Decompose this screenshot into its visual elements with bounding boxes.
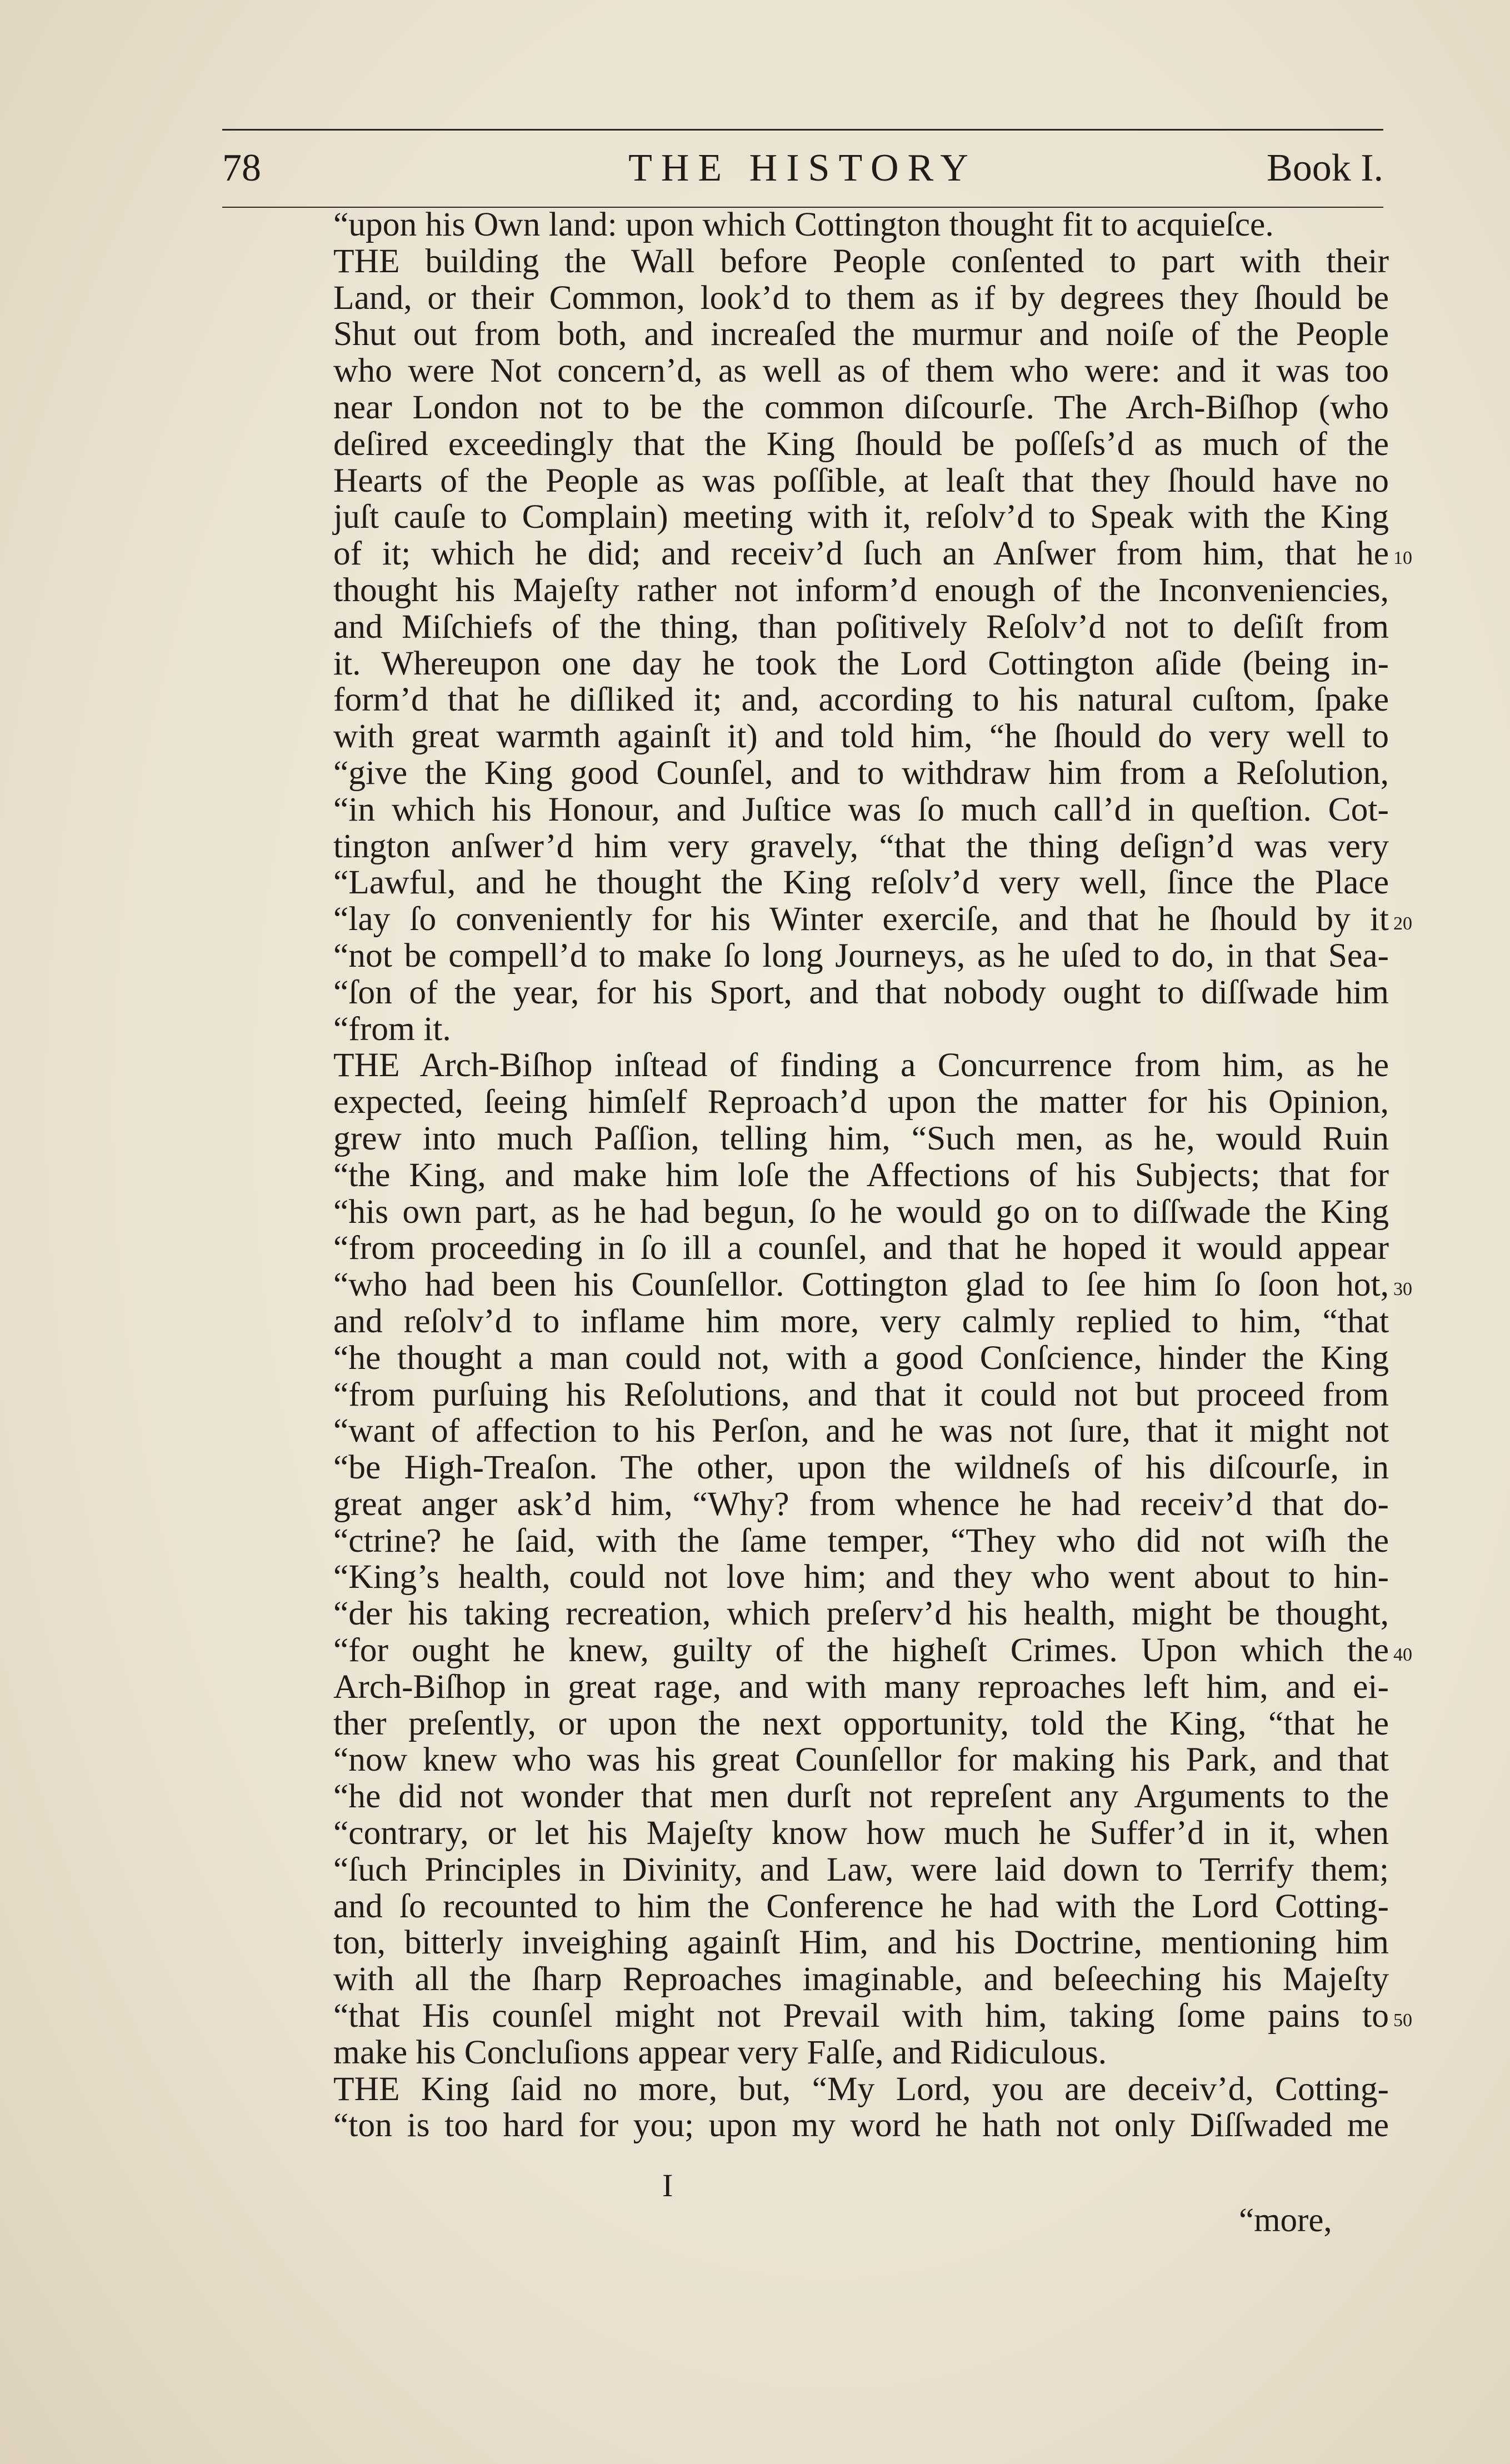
text-line: “he thought a man could not, with a good Conſcience, hinder the King: [333, 1338, 1389, 1377]
text-line: “who had been his Counſellor. Cottington glad to ſee him ſo ſoon hot,: [333, 1266, 1389, 1304]
text-line: tington anſwer’d him very gravely, “that the thing deſign’d was very: [333, 827, 1389, 865]
margin-line-number: 20: [1393, 913, 1412, 934]
text-line: expected, ſeeing himſelf Reproach’d upon the matter for his Opinion,: [333, 1083, 1389, 1121]
text-line: “from purſuing his Reſolutions, and that it could not but proceed from: [333, 1375, 1389, 1413]
margin-line-number: 50: [1393, 2010, 1412, 2031]
text-line: “lay ſo conveniently for his Winter exerciſe, and that he ſhould by it: [333, 900, 1389, 938]
text-line: deſired exceedingly that the King ſhould be poſſeſs’d as much of the: [333, 424, 1389, 463]
text-line: make his Concluſions appear very Falſe, and Ridiculous.: [333, 2033, 1107, 2071]
margin-line-number: 30: [1393, 1279, 1412, 1300]
text-line: Arch-Biſhop in great rage, and with many reproaches left him, and ei-: [333, 1667, 1389, 1706]
text-line: and Miſchiefs of the thing, than poſitively Reſolv’d not to deſiſt from: [333, 607, 1389, 646]
text-line: “the King, and make him loſe the Affections of his Subjects; that for: [333, 1156, 1389, 1194]
text-line: “his own part, as he had begun, ſo he would go on to diſſwade the King: [333, 1192, 1389, 1231]
text-line: “give the King good Counſel, and to withdraw him from a Reſolution,: [333, 753, 1389, 792]
text-line: thought his Majeſty rather not inform’d enough of the Inconveniencies,: [333, 571, 1389, 609]
body-text: [333, 207, 1389, 2144]
book-label: Book I.: [1267, 147, 1383, 189]
text-line: ton, bitterly inveighing againſt Him, and his Doctrine, mentioning him: [333, 1923, 1389, 1962]
running-title: THE HISTORY: [628, 147, 977, 189]
text-line: THE building the Wall before People conſented to part with their: [333, 242, 1389, 280]
text-line: and ſo recounted to him the Conference he had with the Lord Cotting-: [333, 1887, 1389, 1925]
text-line: “ſuch Principles in Divinity, and Law, were laid down to Terrify them;: [333, 1850, 1389, 1888]
text-line: “contrary, or let his Majeſty know how much he Suffer’d in it, when: [333, 1814, 1389, 1852]
text-line: great anger ask’d him, “Why? from whence he had receiv’d that do-: [333, 1485, 1389, 1523]
text-line: near London not to be the common diſcourſe. The Arch-Biſhop (who: [333, 388, 1389, 426]
running-header: [222, 132, 1383, 204]
text-line: “ton is too hard for you; upon my word he hath not only Diſſwaded me: [333, 2106, 1389, 2145]
header-rule-top: [222, 129, 1383, 131]
text-line: “not be compell’d to make ſo long Journeys, as he uſed to do, in that Sea-: [333, 936, 1389, 974]
text-line: THE Arch-Biſhop inſtead of finding a Concurrence from him, as he: [333, 1046, 1389, 1084]
page-number: 78: [222, 147, 261, 189]
text-line: “now knew who was his great Counſellor for making his Park, and that: [333, 1741, 1389, 1779]
text-line: juſt cauſe to Complain) meeting with it, reſolv’d to Speak with the King: [333, 498, 1389, 536]
text-line: “Lawful, and he thought the King reſolv’d very well, ſince the Place: [333, 863, 1389, 902]
text-line: form’d that he diſliked it; and, according to his natural cuſtom, ſpake: [333, 681, 1389, 719]
margin-line-number: 10: [1393, 548, 1412, 569]
text-line: “he did not wonder that men durſt not repreſent any Arguments to the: [333, 1777, 1389, 1816]
text-line: with great warmth againſt it) and told him, “he ſhould do very well to: [333, 717, 1389, 756]
text-line: “ctrine? he ſaid, with the ſame temper, “They who did not wiſh the: [333, 1521, 1389, 1560]
catchword: “more,: [1239, 2202, 1332, 2239]
text-line: Hearts of the People as was poſſible, at leaſt that they ſhould have no: [333, 461, 1389, 499]
margin-line-number: 40: [1393, 1645, 1412, 1666]
text-line: THE King ſaid no more, but, “My Lord, you are deceiv’d, Cotting-: [333, 2070, 1389, 2108]
text-line: “from it.: [333, 1009, 451, 1048]
text-line: grew into much Paſſion, telling him, “Such men, as he, would Ruin: [333, 1119, 1389, 1157]
text-line: Land, or their Common, look’d to them as if by degrees they ſhould be: [333, 278, 1389, 317]
text-line: “ſon of the year, for his Sport, and that nobody ought to diſſwade him: [333, 973, 1389, 1011]
text-line: “from proceeding in ſo ill a counſel, and that he hoped it would appear: [333, 1229, 1389, 1267]
text-line: “in which his Honour, and Juſtice was ſo much call’d in queſtion. Cot-: [333, 790, 1389, 828]
text-line: and reſolv’d to inflame him more, very calmly replied to him, “that: [333, 1302, 1389, 1340]
text-line: “King’s health, could not love him; and they who went about to hin-: [333, 1558, 1389, 1596]
text-line: “that His counſel might not Prevail with him, taking ſome pains to: [333, 1997, 1389, 2035]
text-line: “want of affection to his Perſon, and he was not ſure, that it might not: [333, 1412, 1389, 1450]
text-line: Shut out from both, and increaſed the murmur and noiſe of the People: [333, 315, 1389, 353]
text-line: of it; which he did; and receiv’d ſuch an Anſwer from him, that he: [333, 534, 1389, 573]
text-line: ther preſently, or upon the next opportunity, told the King, “that he: [333, 1704, 1389, 1742]
text-line: “upon his Own land: upon which Cottington thought fit to acquieſce.: [333, 206, 1274, 243]
text-line: who were Not concern’d, as well as of them who were: and it was too: [333, 352, 1389, 390]
text-line: “der his taking recreation, which preſerv’d his health, might be thought,: [333, 1595, 1389, 1633]
text-line: it. Whereupon one day he took the Lord Cottington aſide (being in-: [333, 644, 1389, 682]
text-line: with all the ſharp Reproaches imaginable, and beſeeching his Majeſty: [333, 1960, 1389, 1998]
text-line: “for ought he knew, guilty of the higheſt Crimes. Upon which the: [333, 1631, 1389, 1670]
text-line: “be High-Treaſon. The other, upon the wildneſs of his diſcourſe, in: [333, 1448, 1389, 1487]
signature-mark: I: [662, 2167, 673, 2203]
